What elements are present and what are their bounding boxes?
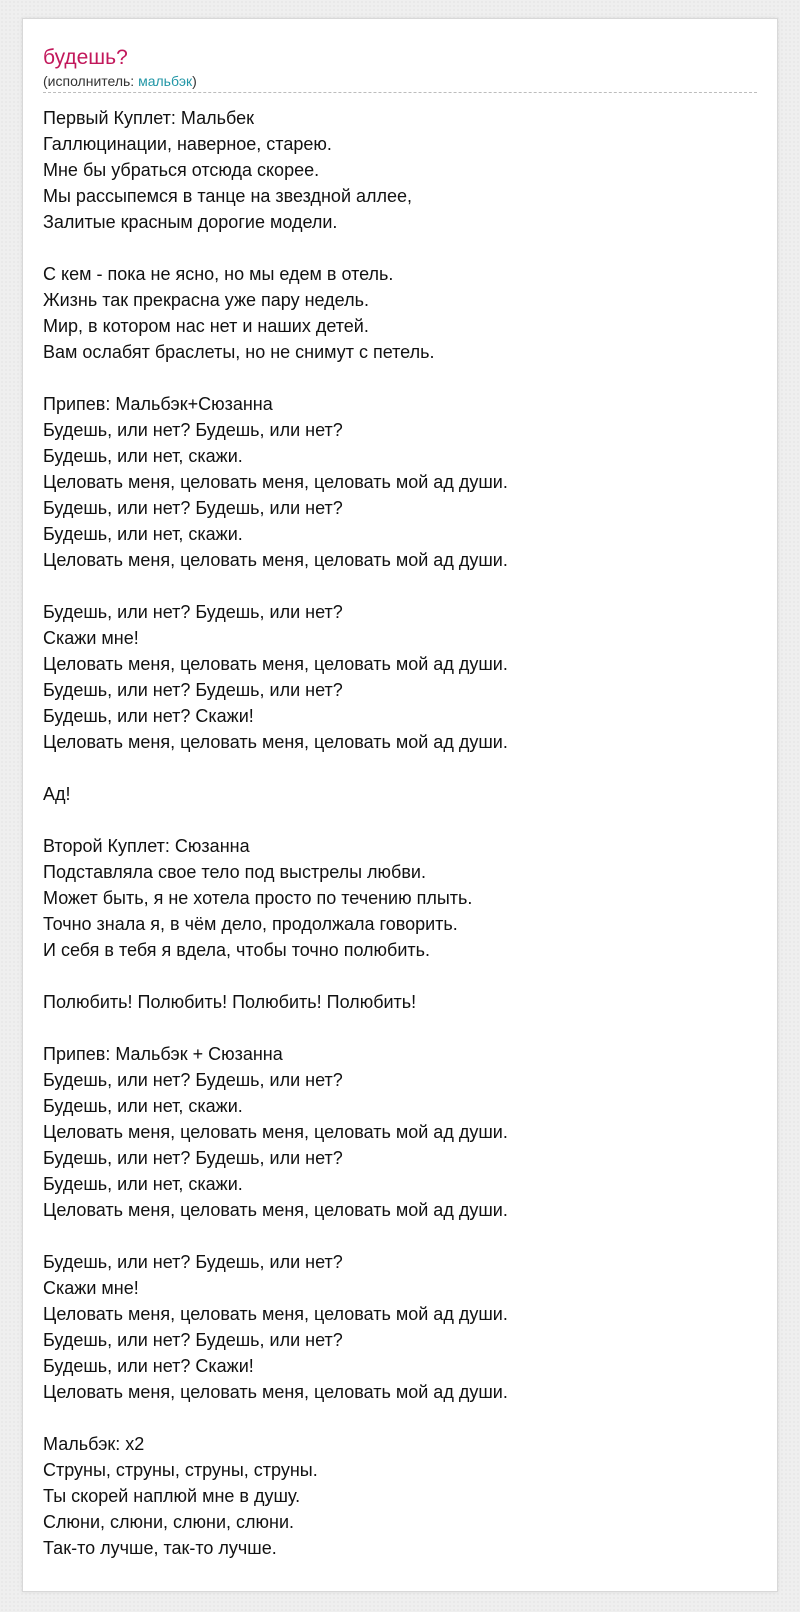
lyric-line: Мне бы убраться отсюда скорее. bbox=[43, 160, 320, 180]
lyric-line: Целовать меня, целовать меня, целовать мой ад души. bbox=[43, 1122, 508, 1142]
lyric-line: Будешь, или нет? Будешь, или нет? bbox=[43, 1070, 343, 1090]
artist-link[interactable]: мальбэк bbox=[138, 73, 193, 89]
lyric-blank-line bbox=[43, 573, 759, 599]
lyric-line: Мы рассыпемся в танце на звездной аллее, bbox=[43, 186, 413, 206]
lyric-line: Может быть, я не хотела просто по течению плыть. bbox=[43, 888, 473, 908]
lyric-line: Первый Куплет: Мальбек bbox=[43, 108, 254, 128]
lyric-blank-line bbox=[43, 807, 759, 833]
lyric-line: Целовать меня, целовать меня, целовать мой ад души. bbox=[43, 472, 508, 492]
lyric-blank-line bbox=[43, 235, 759, 261]
lyric-line: Струны, струны, струны, струны. bbox=[43, 1460, 318, 1480]
lyric-line: Мальбэк: x2 bbox=[43, 1434, 145, 1454]
lyric-line: Полюбить! Полюбить! Полюбить! Полюбить! bbox=[43, 992, 417, 1012]
lyric-line: Будешь, или нет? Скажи! bbox=[43, 706, 254, 726]
lyric-line: Так-то лучше, так-то лучше. bbox=[43, 1538, 277, 1558]
lyric-blank-line bbox=[43, 1015, 759, 1041]
lyric-line: Будешь, или нет? Будешь, или нет? bbox=[43, 680, 343, 700]
lyrics-text bbox=[43, 105, 759, 1561]
lyric-line: Будешь, или нет, скажи. bbox=[43, 1174, 243, 1194]
lyric-line: Припев: Мальбэк + Сюзанна bbox=[43, 1044, 283, 1064]
lyric-line: Целовать меня, целовать меня, целовать мой ад души. bbox=[43, 654, 508, 674]
title-divider bbox=[43, 92, 757, 93]
song-title: будешь? bbox=[43, 46, 128, 69]
lyric-line: Ад! bbox=[43, 784, 71, 804]
lyric-line: Целовать меня, целовать меня, целовать мой ад души. bbox=[43, 1304, 508, 1324]
lyric-line: Жизнь так прекрасна уже пару недель. bbox=[43, 290, 369, 310]
lyric-line: Будешь, или нет? Будешь, или нет? bbox=[43, 602, 343, 622]
lyric-line: Слюни, слюни, слюни, слюни. bbox=[43, 1512, 294, 1532]
lyric-line: Будешь, или нет? Будешь, или нет? bbox=[43, 498, 343, 518]
lyric-line: Вам ослабят браслеты, но не снимут с петель. bbox=[43, 342, 435, 362]
lyric-line: И себя в тебя я вдела, чтобы точно полюбить. bbox=[43, 940, 431, 960]
lyric-line: Будешь, или нет? Будешь, или нет? bbox=[43, 1252, 343, 1272]
lyric-line: Скажи мне! bbox=[43, 628, 139, 648]
lyric-line: Будешь, или нет, скажи. bbox=[43, 446, 243, 466]
lyric-line: Целовать меня, целовать меня, целовать мой ад души. bbox=[43, 550, 508, 570]
lyric-line: Припев: Мальбэк+Сюзанна bbox=[43, 394, 273, 414]
lyric-line: Целовать меня, целовать меня, целовать мой ад души. bbox=[43, 1382, 508, 1402]
lyric-line: Скажи мне! bbox=[43, 1278, 139, 1298]
lyric-line: Второй Куплет: Сюзанна bbox=[43, 836, 250, 856]
lyric-blank-line bbox=[43, 1223, 759, 1249]
lyric-line: Подставляла свое тело под выстрелы любви. bbox=[43, 862, 426, 882]
lyric-line: Целовать меня, целовать меня, целовать мой ад души. bbox=[43, 1200, 508, 1220]
lyric-line: Будешь, или нет, скажи. bbox=[43, 524, 243, 544]
lyric-blank-line bbox=[43, 1405, 759, 1431]
lyric-line: Будешь, или нет? Будешь, или нет? bbox=[43, 420, 343, 440]
artist-suffix: ) bbox=[192, 73, 197, 89]
lyric-line: Ты скорей наплюй мне в душу. bbox=[43, 1486, 301, 1506]
lyric-line: Галлюцинации, наверное, старею. bbox=[43, 134, 332, 154]
lyric-blank-line bbox=[43, 365, 759, 391]
lyric-blank-line bbox=[43, 755, 759, 781]
lyric-line: Будешь, или нет, скажи. bbox=[43, 1096, 243, 1116]
lyric-blank-line bbox=[43, 963, 759, 989]
artist-prefix: (исполнитель: bbox=[43, 73, 139, 89]
lyric-line: Целовать меня, целовать меня, целовать мой ад души. bbox=[43, 732, 508, 752]
lyrics-card bbox=[22, 18, 778, 1592]
lyric-line: Залитые красным дорогие модели. bbox=[43, 212, 338, 232]
artist-line bbox=[43, 73, 197, 90]
lyric-line: Будешь, или нет? Будешь, или нет? bbox=[43, 1148, 343, 1168]
lyric-line: Мир, в котором нас нет и наших детей. bbox=[43, 316, 369, 336]
lyric-line: Будешь, или нет? Будешь, или нет? bbox=[43, 1330, 343, 1350]
lyric-line: С кем - пока не ясно, но мы едем в отель. bbox=[43, 264, 394, 284]
lyric-line: Будешь, или нет? Скажи! bbox=[43, 1356, 254, 1376]
lyric-line: Точно знала я, в чём дело, продолжала говорить. bbox=[43, 914, 458, 934]
